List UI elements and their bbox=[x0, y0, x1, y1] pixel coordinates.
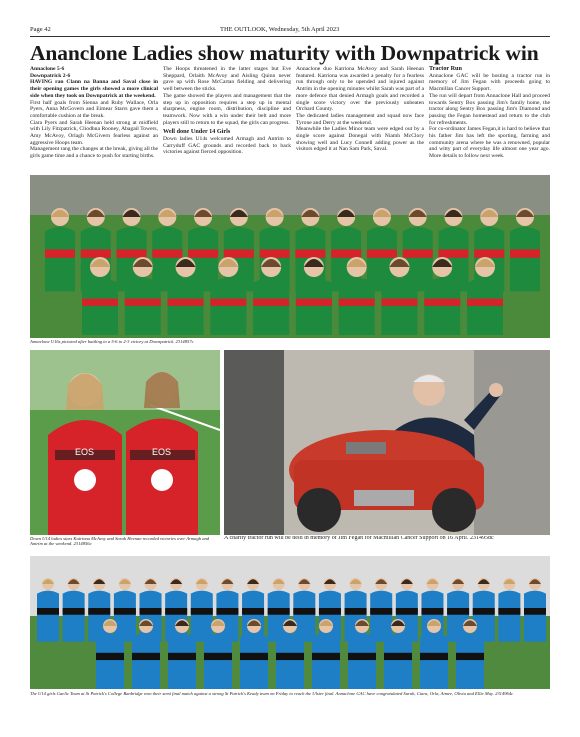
kit-stripe bbox=[165, 608, 187, 615]
score-line-2: Downpatrick 2-6 bbox=[30, 72, 71, 79]
article-lead: HAVING ran Clann na Banna and Saval close in their opening games the girls showed a more clinical side when they took on Downpatrick at the weekend. bbox=[30, 79, 158, 99]
kit-stripe bbox=[447, 608, 469, 615]
player-figure bbox=[420, 634, 448, 689]
kit-stripe bbox=[140, 608, 162, 615]
kit-stripe bbox=[224, 249, 254, 257]
subheading-u14: Well done Under 14 Girls bbox=[163, 128, 231, 136]
subheading-tractor-run: Tractor Run bbox=[429, 66, 462, 72]
kit-stripe bbox=[114, 608, 136, 615]
player-figure bbox=[253, 278, 289, 335]
caption-team-photo: Annaclone U16s pictured after battling to a 5-6 to 2-3 victory at Downpatrick. 2314857c bbox=[30, 339, 194, 344]
kit-stripe bbox=[319, 608, 341, 615]
player-figure bbox=[132, 634, 160, 689]
kit-stripe bbox=[296, 299, 332, 306]
player-figure bbox=[240, 634, 268, 689]
score-line-1: Annaclone 5-6 bbox=[30, 66, 65, 72]
article-paragraph: Annaclone GAC will be hosting a tractor run in memory of Jim Fegan with proceeds going to Macmillan Cancer Support. bbox=[429, 72, 550, 93]
article-column-3 bbox=[296, 66, 424, 171]
article-column-1 bbox=[30, 66, 158, 171]
kit-stripe bbox=[63, 608, 85, 615]
article-paragraph: Annaclone duo Katriona McAvoy and Sarah Heenan featured. Katriona was awarded a penalty for a fearless run through only to be upended and injured against Antrim in the opening minutes whilst Sarah was part of a more defence that denied Armagh goals and recorded a single score victory over the previously unbeaten Orchard County. bbox=[296, 66, 424, 113]
player-figure bbox=[339, 278, 375, 335]
player-figure bbox=[370, 591, 392, 642]
kit-stripe bbox=[424, 299, 460, 306]
player-figure bbox=[168, 634, 196, 689]
kit-stripe bbox=[293, 608, 315, 615]
kit-stripe bbox=[348, 653, 376, 660]
masthead: THE OUTLOOK, Wednesday, 5th April 2023 bbox=[220, 26, 340, 33]
article-paragraph: The dedicated ladies management and squad now face Tyrone and Derry at the weekend. bbox=[296, 112, 424, 126]
article-paragraph: Down ladies U14s welcomed Armagh and Antrim to Carryduff GAC grounds and recorded back to back victories against fierced opposition. bbox=[163, 136, 291, 156]
player-figure bbox=[467, 278, 503, 335]
kit-stripe bbox=[125, 299, 161, 306]
player-figure bbox=[312, 634, 340, 689]
kit-stripe bbox=[295, 249, 325, 257]
kit-stripe bbox=[467, 299, 503, 306]
kit-stripe bbox=[82, 299, 118, 306]
player-figure bbox=[447, 591, 469, 642]
player-figure bbox=[82, 278, 118, 335]
kit-stripe bbox=[438, 249, 468, 257]
kit-stripe bbox=[421, 608, 443, 615]
kit-stripe bbox=[188, 249, 218, 257]
page-number: Page 42 bbox=[30, 26, 51, 33]
u14-stars-drawing bbox=[30, 350, 220, 535]
player-figure bbox=[96, 634, 124, 689]
kit-stripe bbox=[168, 299, 204, 306]
player-figure bbox=[319, 591, 341, 642]
u14-stars-photo bbox=[30, 350, 220, 535]
kit-stripe bbox=[370, 608, 392, 615]
kit-stripe bbox=[268, 608, 290, 615]
kit-stripe bbox=[96, 653, 124, 660]
player-figure bbox=[524, 591, 546, 642]
article-paragraph: Management rang the changes at the break, giving all the girls game time and a chance to push for starting births. bbox=[30, 146, 158, 160]
kit-stripe bbox=[367, 249, 397, 257]
kit-stripe bbox=[312, 653, 340, 660]
kit-stripe bbox=[524, 608, 546, 615]
player-figure bbox=[381, 278, 417, 335]
player-figure bbox=[114, 591, 136, 642]
kit-stripe bbox=[132, 653, 160, 660]
kit-stripe bbox=[474, 249, 504, 257]
kit-stripe bbox=[381, 299, 417, 306]
kit-stripe bbox=[45, 249, 75, 257]
article-paragraph: The Hoops threatened in the latter stages but Eve Sheppard, Orlaith McAvoy and Aisling Quinn never gave up with Rose McCartan fielding and delivering well between the sticks. bbox=[163, 66, 291, 93]
kit-stripe bbox=[81, 249, 111, 257]
kit-stripe bbox=[456, 653, 484, 660]
kit-stripe bbox=[216, 608, 238, 615]
kit-stripe bbox=[473, 608, 495, 615]
player-figure bbox=[348, 634, 376, 689]
svg-text:EOS: EOS bbox=[152, 447, 172, 457]
player-figure bbox=[204, 634, 232, 689]
player-figure bbox=[473, 591, 495, 642]
st-patricks-team-photo bbox=[30, 556, 550, 689]
article-paragraph: Meanwhile the Ladies Minor team were edged out by a single score against Donegal with Niamh McClory showing well and Lucy Connell adding power as the visitors edged it at Nan Sam Park, Saval. bbox=[296, 126, 424, 153]
article-column-2 bbox=[163, 66, 291, 171]
kit-stripe bbox=[204, 653, 232, 660]
player-figure bbox=[424, 278, 460, 335]
kit-stripe bbox=[420, 653, 448, 660]
player-figure bbox=[168, 278, 204, 335]
kit-stripe bbox=[191, 608, 213, 615]
kit-stripe bbox=[396, 608, 418, 615]
article-paragraph: The run will depart from Annaclone Hall and proceed towards Sentry Box passing Jim's family home, the tractor along Sentry Box passing Jim's Diamond and passing the Fegan homestead and return to the club for refreshments. bbox=[429, 92, 550, 126]
caption-u14-stars: Down U14 ladies stars Katriona McAvoy and Sarah Heenan recorded victories over Armagh and Antrim at the weekend. 2314856c bbox=[30, 536, 210, 547]
st-patricks-team-drawing bbox=[30, 556, 550, 689]
player-figure bbox=[384, 634, 412, 689]
kit-stripe bbox=[331, 249, 361, 257]
kit-stripe bbox=[152, 249, 182, 257]
article-paragraph: The game showed the players and management that the step up in opposition requires a step up in mental sharpness, engine room, distribution, discipline and teamwork. Now with a win under their belt and more players still to return to the squad, the girls can progress. bbox=[163, 92, 291, 126]
player-figure bbox=[510, 227, 540, 292]
header-rule bbox=[30, 36, 550, 37]
caption-st-patricks: The U14 girls Gaelic Team at St Patrick's College Banbridge won their semi final match against a strong St Patrick's Keady team on Friday to reach the Ulster final. Annaclone GAC have congratulated Sarah, Ciara, Orla, Aimee, Olivia and Ellie May. 2314964c bbox=[30, 691, 514, 696]
player-figure bbox=[276, 634, 304, 689]
player-figure bbox=[125, 278, 161, 335]
kit-stripe bbox=[242, 608, 264, 615]
article-column-4 bbox=[429, 66, 550, 171]
player-figure bbox=[37, 591, 59, 642]
kit-stripe bbox=[276, 653, 304, 660]
player-figure bbox=[296, 278, 332, 335]
caption-tractor: A charity tractor run will be held in memory of Jim Fegan for Macmillan Cancer Support on 16 April. 2314958c bbox=[224, 536, 494, 541]
kit-stripe bbox=[339, 299, 375, 306]
player-figure bbox=[456, 634, 484, 689]
kit-stripe bbox=[117, 249, 147, 257]
kit-stripe bbox=[210, 299, 246, 306]
player-figure bbox=[63, 591, 85, 642]
kit-stripe bbox=[403, 249, 433, 257]
kit-stripe bbox=[253, 299, 289, 306]
headline: Ananclone Ladies show maturity with Downpatrick win bbox=[30, 41, 539, 65]
article-paragraph: Ciara Pyers and Sarah Heenan held strong at midfield with Lily Fitzpatrick, Cliodhna Rooney, Abagail Towers, Amy McAvoy, Orlagh McGivern fearless against an aggressive Hoops team. bbox=[30, 119, 158, 146]
team-photo-u16 bbox=[30, 175, 550, 338]
article-paragraph: For co-ordinator James Fegan,it is hard to believe that his father Jim has left the sporting, farming and community arena where he was a renowned, popular and witty part of everyday life almost one year ago. More details to follow next week. bbox=[429, 126, 550, 160]
kit-stripe bbox=[510, 249, 540, 257]
tractor-photo bbox=[224, 350, 550, 535]
kit-stripe bbox=[240, 653, 268, 660]
player-figure bbox=[210, 278, 246, 335]
svg-text:EOS: EOS bbox=[75, 447, 95, 457]
player-figure bbox=[191, 591, 213, 642]
tractor-drawing bbox=[224, 350, 550, 535]
kit-stripe bbox=[498, 608, 520, 615]
article-paragraph: First half goals from Sienna and Ruby Wallace, Orla Pyers, Anna McGovern and Eimear Starrs gave them a comfortable cushion at the break. bbox=[30, 99, 158, 119]
player-figure bbox=[293, 591, 315, 642]
kit-stripe bbox=[345, 608, 367, 615]
kit-stripe bbox=[37, 608, 59, 615]
kit-stripe bbox=[384, 653, 412, 660]
kit-stripe bbox=[88, 608, 110, 615]
kit-stripe bbox=[168, 653, 196, 660]
player-figure bbox=[498, 591, 520, 642]
kit-stripe bbox=[260, 249, 290, 257]
team-photo-u16-drawing bbox=[30, 175, 550, 338]
player-figure bbox=[45, 227, 75, 292]
